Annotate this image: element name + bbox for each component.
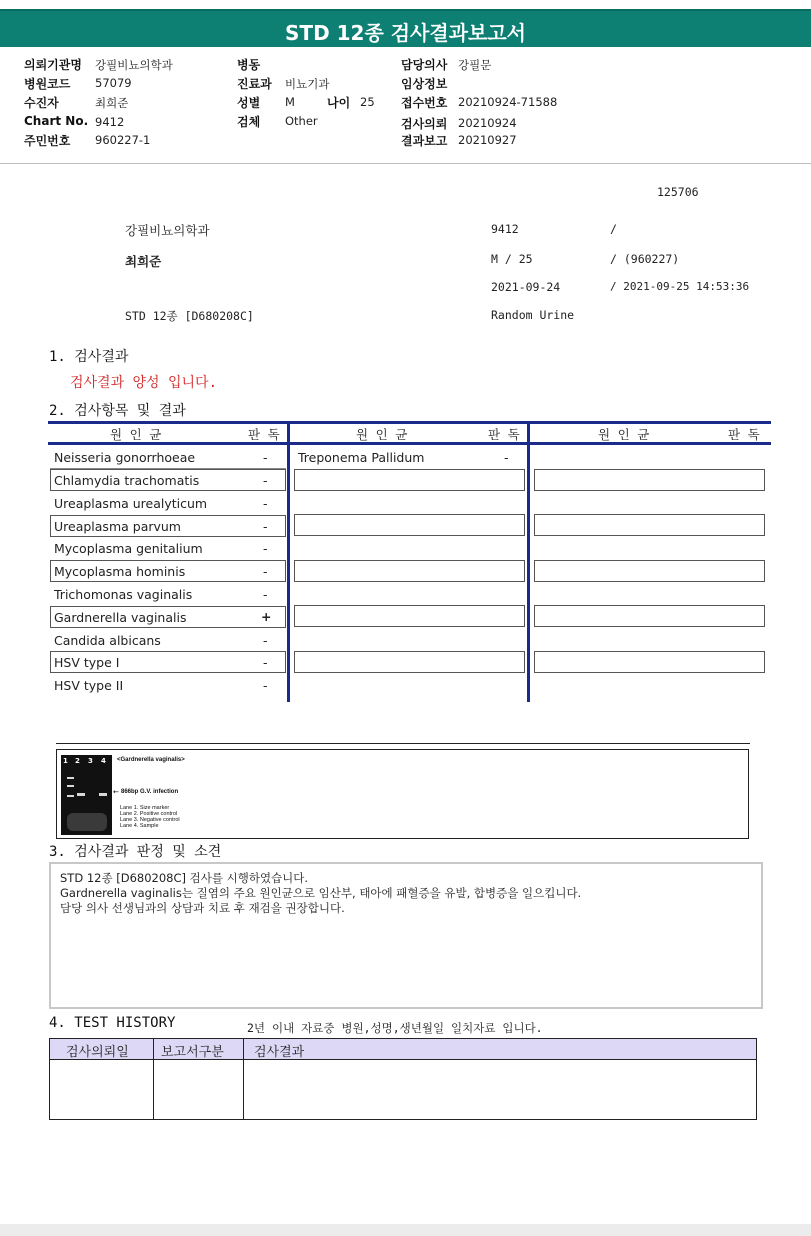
chart-no-label: Chart No. bbox=[24, 114, 89, 128]
empty-row bbox=[534, 560, 765, 582]
gel-legend: Lane 2. Positive control bbox=[120, 811, 178, 817]
gel-image-frame bbox=[56, 749, 749, 839]
result-positive-text: 검사결과 양성 입니다. bbox=[70, 375, 218, 391]
age-value: 25 bbox=[360, 95, 375, 109]
empty-row bbox=[534, 651, 765, 673]
section2-title: 2. 검사항목 및 결과 bbox=[49, 403, 186, 419]
summary-sex-age: M / 25 bbox=[491, 252, 533, 266]
lane-label: 1 bbox=[63, 757, 68, 765]
grid-divider-1 bbox=[287, 421, 290, 702]
gel-legend: Lane 3. Negative control bbox=[120, 817, 180, 823]
pathogen-name: HSV type II bbox=[54, 678, 124, 693]
pathogen-name: Mycoplasma genitalium bbox=[54, 541, 203, 556]
pathogen-result: - bbox=[263, 633, 268, 648]
marker-band bbox=[67, 777, 74, 779]
age-label: 나이 bbox=[327, 96, 351, 110]
col3-pathogen-header: 원 인 균 bbox=[598, 427, 650, 442]
pathogen-result: - bbox=[263, 564, 268, 579]
summary-specimen: Random Urine bbox=[491, 308, 575, 322]
pathogen-name: Ureaplasma parvum bbox=[54, 519, 181, 534]
col2-judgement-header: 판 독 bbox=[488, 427, 520, 442]
pathogen-result: - bbox=[263, 473, 268, 488]
summary-chart: 9412 bbox=[491, 222, 519, 236]
report-code: 125706 bbox=[657, 185, 699, 199]
gel-legend: Lane 4. Sample bbox=[120, 823, 159, 829]
summary-institution: 강필비뇨의학과 bbox=[125, 223, 210, 238]
receipt-no-value: 20210924-71588 bbox=[458, 95, 558, 109]
pathogen-name: Trichomonas vaginalis bbox=[54, 587, 193, 602]
pathogen-name: Neisseria gonorrhoeae bbox=[54, 450, 196, 465]
col2-pathogen-header: 원 인 균 bbox=[356, 427, 408, 442]
history-col-result: 검사결과 bbox=[254, 1045, 305, 1060]
pathogen-result-positive: + bbox=[261, 609, 272, 624]
history-col-divider bbox=[243, 1039, 244, 1119]
empty-row bbox=[534, 469, 765, 491]
department-label: 진료과 bbox=[237, 77, 272, 91]
pathogen-name: HSV type I bbox=[54, 655, 120, 670]
gel-image bbox=[61, 755, 112, 835]
summary-birth: / (960227) bbox=[610, 252, 680, 266]
lane-label: 3 bbox=[88, 757, 93, 765]
pathogen-name: Ureaplasma urealyticum bbox=[54, 496, 208, 511]
history-col-divider bbox=[153, 1039, 154, 1119]
pathogen-name-positive: Gardnerella vaginalis bbox=[54, 610, 187, 625]
sex-label: 성별 bbox=[237, 96, 261, 110]
gel-title: <Gardnerella vaginalis> bbox=[117, 757, 185, 763]
institution-label: 의뢰기관명 bbox=[24, 58, 82, 72]
specimen-label: 검체 bbox=[237, 115, 261, 129]
header-divider bbox=[0, 163, 811, 164]
pathogen-name: Mycoplasma hominis bbox=[54, 564, 186, 579]
summary-request-date: 2021-09-24 bbox=[491, 280, 561, 294]
section4-title: 4. TEST HISTORY bbox=[49, 1015, 176, 1031]
hospital-code-value: 57079 bbox=[95, 76, 132, 90]
gel-legend: Lane 1. Size marker bbox=[120, 805, 170, 811]
opinion-box bbox=[49, 862, 763, 1009]
pathogen-result: - bbox=[263, 541, 268, 556]
empty-row bbox=[294, 605, 525, 627]
patient-value: 최희준 bbox=[95, 96, 129, 110]
history-col-request-date: 검사의뢰일 bbox=[66, 1045, 129, 1060]
report-title: STD 12종 검사결과보고서 bbox=[285, 21, 526, 45]
marker-band bbox=[67, 785, 74, 787]
hospital-code-label: 병원코드 bbox=[24, 77, 71, 91]
summary-patient: 최희준 bbox=[125, 254, 162, 269]
history-col-report-type: 보고서구분 bbox=[161, 1045, 224, 1060]
empty-row bbox=[294, 469, 525, 491]
pathogen-name: Chlamydia trachomatis bbox=[54, 473, 200, 488]
empty-row bbox=[534, 605, 765, 627]
band-label: 866bp G.V. infection bbox=[121, 789, 179, 795]
empty-row bbox=[534, 514, 765, 536]
institution-value: 강필비뇨의학과 bbox=[95, 58, 173, 72]
gel-glow bbox=[67, 813, 107, 831]
history-table bbox=[49, 1038, 757, 1120]
history-note: 2년 이내 자료중 병원,성명,생년월일 일치자료 입니다. bbox=[247, 1021, 543, 1035]
pathogen-result: - bbox=[263, 519, 268, 534]
resident-no-value: 960227-1 bbox=[95, 133, 151, 147]
patient-label: 수진자 bbox=[24, 96, 59, 110]
arrow-icon: ← bbox=[113, 788, 119, 796]
report-date-value: 20210927 bbox=[458, 133, 517, 147]
col1-judgement-header: 판 독 bbox=[248, 427, 280, 442]
pathogen-result: - bbox=[263, 655, 268, 670]
pathogen-result: - bbox=[504, 450, 509, 465]
lane-label: 2 bbox=[75, 757, 80, 765]
opinion-line: 담당 의사 선생님과의 상담과 치료 후 재검을 권장합니다. bbox=[60, 901, 345, 915]
grid-top-line bbox=[48, 421, 771, 424]
clinical-info-label: 임상정보 bbox=[401, 77, 448, 91]
history-table-header bbox=[50, 1039, 756, 1060]
summary-test-name: STD 12종 [D680208C] bbox=[125, 309, 254, 323]
doctor-value: 강필문 bbox=[458, 58, 492, 72]
col1-pathogen-header: 원 인 균 bbox=[110, 427, 162, 442]
resident-no-label: 주민번호 bbox=[24, 134, 71, 148]
request-date-value: 20210924 bbox=[458, 116, 517, 130]
chart-no-value: 9412 bbox=[95, 115, 125, 129]
col3-judgement-header: 판 독 bbox=[728, 427, 760, 442]
empty-row bbox=[294, 560, 525, 582]
sex-value: M bbox=[285, 95, 295, 109]
empty-row bbox=[294, 651, 525, 673]
positive-band bbox=[77, 793, 85, 796]
opinion-line: STD 12종 [D680208C] 검사를 시행하였습니다. bbox=[60, 871, 309, 885]
section1-title: 1. 검사결과 bbox=[49, 349, 129, 365]
pathogen-result: - bbox=[263, 496, 268, 511]
summary-report-datetime: / 2021-09-25 14:53:36 bbox=[610, 280, 750, 293]
pathogen-name: Candida albicans bbox=[54, 633, 161, 648]
section3-title: 3. 검사결과 판정 및 소견 bbox=[49, 844, 222, 860]
doctor-label: 담당의사 bbox=[401, 58, 448, 72]
image-top-line bbox=[56, 743, 750, 744]
summary-slash: / bbox=[610, 222, 617, 236]
pathogen-result: - bbox=[263, 587, 268, 602]
receipt-no-label: 접수번호 bbox=[401, 96, 448, 110]
lane-label: 4 bbox=[101, 757, 106, 765]
pathogen-result: - bbox=[263, 678, 268, 693]
grid-divider-2 bbox=[527, 421, 530, 702]
report-title-bar bbox=[0, 9, 811, 47]
sample-band bbox=[99, 793, 107, 796]
empty-row bbox=[294, 514, 525, 536]
request-date-label: 검사의뢰 bbox=[401, 117, 448, 131]
specimen-value: Other bbox=[285, 114, 318, 128]
pathogen-name: Treponema Pallidum bbox=[298, 450, 425, 465]
report-date-label: 결과보고 bbox=[401, 134, 448, 148]
department-value: 비뇨기과 bbox=[285, 77, 330, 91]
page-bottom bbox=[0, 1224, 811, 1236]
pathogen-result: - bbox=[263, 450, 268, 465]
top-margin bbox=[0, 0, 811, 9]
marker-band bbox=[67, 795, 74, 797]
opinion-line: Gardnerella vaginalis는 질염의 주요 원인균으로 임산부, 태아에 패혈증을 유발, 합병증을 일으킵니다. bbox=[60, 886, 582, 900]
ward-label: 병동 bbox=[237, 58, 261, 72]
